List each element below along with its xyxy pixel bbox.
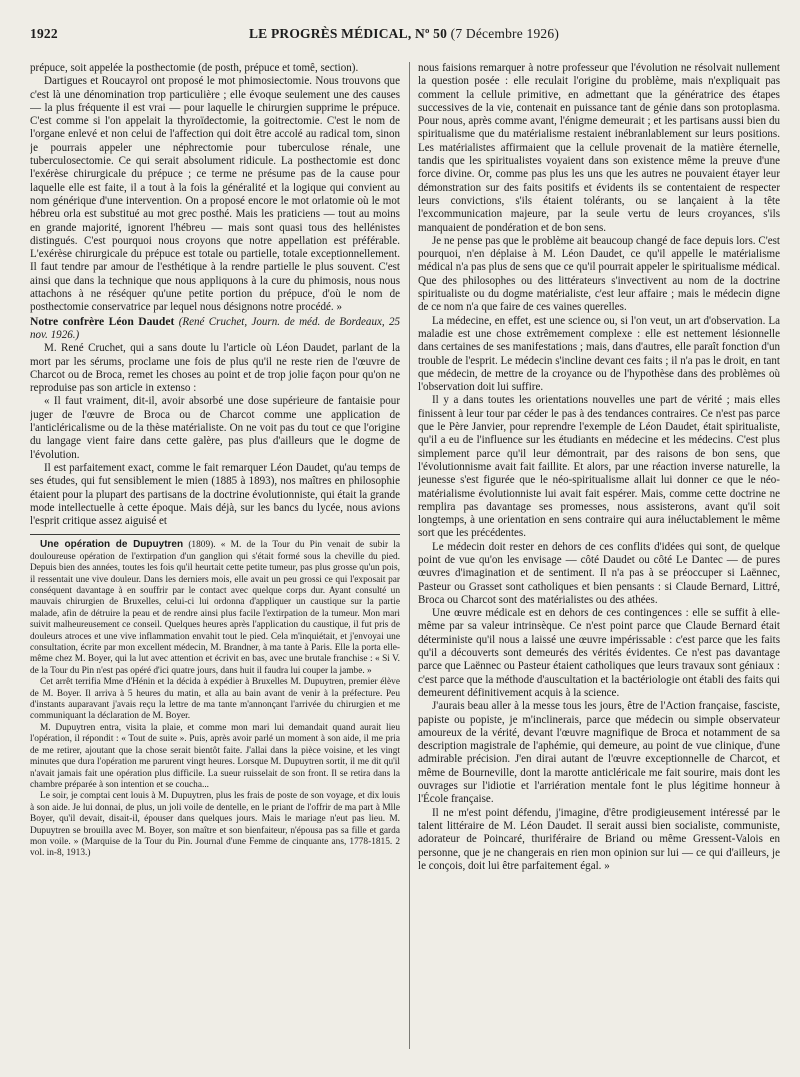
paragraph: M. René Cruchet, qui a sans doute lu l'article où Léon Daudet, parlant de la mort par les sérums, proclame une fois de plus qu'il ne reste rien de l'œuvre de Charcot ou de Broca, remet les choses au point et de trop jolie façon pour qu'on ne reproduise pas son article in extenso :	[30, 342, 400, 395]
box-paragraph	[30, 539, 400, 677]
right-column	[418, 62, 780, 1053]
box-paragraph: Le soir, je comptai cent louis à M. Dupuytren, plus les frais de poste de son voyage, et dix louis à son aide. Je lui donnai, de plus, un joli voile de dentelle, en le priant de l'offrir de ma part à Mlle Boyer, qu'il devait, disait-il, épouser dans quelques jours. Mais le mariage n'eut pas lieu. M. Dupuytren se brouilla avec M. Boyer, son maître et son bienfaiteur, n'épousa pas sa fille et garda mon voile. » (Marquise de la Tour du Pin. Journal d'une Femme de cinquante ans, 1778-1815. 2 vol. in-8, 1913.)	[30, 791, 400, 859]
column-divider	[409, 62, 410, 1049]
paragraph: Il ne m'est point défendu, j'imagine, d'être prodigieusement intéressé par le talent littéraire de M. Léon Daudet. Il serait aussi bien socialiste, communiste, adorateur de Poincaré, thuriféraire de Briand ou même Gressent-Valois en personne, que je ne changerais en rien mon opinion sur lui — ce qui d'ailleurs, je le conçois, doit lui être parfaitement égal. »	[418, 806, 780, 872]
paragraph: Il y a dans toutes les orientations nouvelles une part de vérité ; mais elles finissent à leur tour par céder le pas à des tendances contraires. Ce n'est pas parce que le Père Janvier, pour reprendre l'exemple de Léon Daudet, était spiritualiste, qu'il a eu de l'influence sur les étudiants en médecine et les médecins. C'est plus simplement parce qu'il leur démontrait, par des raisons de bon sens, que l'évolutionnisme avait fait faillite. Et alors, par une réaction inverse naturelle, la jeunesse s'est figurée que le néo-spiritualisme allait lui donner ce que le néo-matérialisme évolutionniste lui avait fait espérer. Mais, comme cette doctrine ne remplira pas davantage ses promesses, nous assisterons, avant qu'il soit longtemps, à une orientation en sens contraire qui aura inéluctablement le même sort que les précédentes.	[418, 394, 780, 540]
issue-date: (7 Décembre 1926)	[450, 26, 560, 41]
section-source: (René Cruchet, Journ. de méd. de Bordeaux, 25 nov. 1926.)	[30, 315, 400, 341]
box-year: (1809).	[188, 540, 216, 551]
paragraph: « Il faut vraiment, dit-il, avoir absorbé une dose supérieure de fantaisie pour juger de l'œuvre de Broca ou de Charcot comme une application de l'anticléricalisme ou de la thèse matérialiste. On ne voit pas du tout ce que l'origine du langage vient faire dans cette galère, pas plus d'ailleurs que le dogme de l'évolution.	[30, 395, 400, 461]
running-header	[30, 24, 778, 46]
journal-title	[30, 26, 778, 42]
paragraph: Il est parfaitement exact, comme le fait remarquer Léon Daudet, qu'au temps de ses études, qui fut sensiblement le mien (1885 à 1893), nos maîtres en philosophie étaient pour la plupart des partisans de la doctrine évolutionniste, qui était la grande mode intellectuelle à cette époque. Mais déjà, sur les bancs du lycée, nous avions l'esprit critique assez aiguisé et	[30, 461, 400, 528]
box-title: Une opération de Dupuytren	[40, 539, 184, 551]
paragraph: prépuce, soit appelée la posthectomie (de posth, prépuce et tomê, section).	[30, 62, 359, 74]
left-column	[30, 62, 400, 1053]
box-paragraph: Cet arrêt terrifia Mme d'Hénin et la décida à expédier à Bruxelles M. Dupuytren, premier élève de M. Boyer. Il arriva à 5 heures du matin, et alla au bain avant de venir à la préfecture. Peu d'instants auparavant j'avais reçu la lettre de ma tante m'annonçant l'arrivée du chirurgien et me communiquant la déclaration de M. Boyer.	[30, 677, 400, 722]
paragraph: Le médecin doit rester en dehors de ces conflits d'idées qui sont, de quelque point de vue qu'on les envisage — côté Daudet ou côté Le Dantec — de pures œuvres d'imagination et de sentiment. Il n'a pas à se préoccuper si Laënnec, Pasteur ou Grasset sont catholiques et bien pensants : si Claude Bernard, Littré, Broca ou Charcot sont des matérialistes ou des athées.	[418, 540, 780, 606]
section-heading	[30, 315, 400, 343]
anecdote-box	[30, 534, 400, 859]
paragraph: J'aurais beau aller à la messe tous les jours, être de l'Action française, fasciste, papiste ou popiste, je m'inclinerais, parce que médecin ou simple observateur amoureux de la vérité, devant l'œuvre magnifique de Broca et notamment de sa description magistrale de l'aphémie, qui demeure, au point de vue clinique, d'une admirable précision. J'en dirai autant de l'œuvre exceptionnelle de Charcot, et même de Bourneville, dont la marotte anticléricale me fait sourire, mais dont les ouvrages sur l'idiotie et l'arriération mentale font le plus légitime honneur à l'École française.	[418, 700, 780, 806]
paragraph: Dartigues et Roucayrol ont proposé le mot phimosiectomie. Nous trouvons que c'est là une dénomination trop particulière ; elle évoque seulement une des causes — la plus fréquente il est vrai — pour laquelle le chirurgien supprime le prépuce. C'est comme si l'on appelait la thyroïdectomie, la goitrectomie. C'est le nom de l'organe enlevé et non celui de l'affection qui doit être accolé au radical tom, sinon je pourrais appeler une néphrectomie pour tuberculose rénale, une tuberculosectomie. Ce qui serait absolument ridicule. La posthectomie est donc l'exérèse chirurgicale du prépuce ; ce terme ne présume pas de la cause pour laquelle elle est faite, il a tout à la fois la généralité et la logique qui convient au nom générique d'une intervention. On a proposé encore le mot orlatomie où le mot hébreu orla est substitué au mot grec posthé. Mais les praticiens — tout au moins en grande majorité, ignorent l'hébreu — mais sont quasi tous des hellénistes distingués. C'est pourquoi nous croyons que notre appellation est préférable. L'exérèse chirurgicale du prépuce est totale ou partielle, totale exceptionnellement. Il faut tendre par amour de l'esthétique à la rendre partielle le plus souvent. C'est ainsi que dans la technique que nous appliquons à la cure du phimosis, nous nous attachons à ne réséquer qu'une petite portion du prépuce, d'où le nom de posthectomie conservatrice par lequel nous désignons notre procédé. »	[30, 75, 400, 314]
journal-name: LE PROGRÈS MÉDICAL, Nº 50	[248, 26, 448, 41]
box-paragraph: M. Dupuytren entra, visita la plaie, et comme mon mari lui demandait quand aurait lieu l'opération, il répondit : « Tout de suite ». Puis, après avoir parlé un moment à son aide, il me pria de me retirer, ajoutant que la chose serait bientôt faite. J'allai dans la pièce voisine, et les vingt minutes que dura l'opération me parurent vingt heures. Lorsque M. Dupuytren sortit, il me dit qu'il n'avait jamais fait une opération plus difficile. La sueur ruisselait de son front. Il se retira dans la chambre préparée à son intention et se coucha...	[30, 722, 400, 790]
section-title: Notre confrère Léon Daudet	[30, 314, 175, 328]
page-number: 1922	[30, 26, 58, 41]
box-text: « M. de la Tour du Pin venait de subir la douloureuse opération de l'extirpation d'un ganglion qui s'était formé sous la cheville du pied. Depuis bien des années, toutes les fois qu'il heurtait cette petite tumeur, pas plus grosse qu'un pois, il ressentait une vive douleur. Dans les derniers mois, elle avait un peu grossi ce qui l'exposait par conséquent davantage à en souffrir par le contact avec quelque corps dur. Ayant consulté un mauvais chirurgien de Bruxelles, celui-ci lui ordonna d'appliquer un caustique sur la partie malade, afin de détruire la peau et de rendre ainsi plus facile l'extirpation de la tumeur. Mon mari suivit malheureusement ce conseil. Quelques heures après l'application du caustique, il fut pris de douleurs atroces et une vive inflammation envahit tout le pied. Cela m'inquiétait, et j'envoyai une consultation, écrite par mon excellent médecin, M. Brandner, à ma tante à Paris. Elle la porta elle-même chez M. Boyer, qui la lut avec attention et écrivit en bas, avec une brutale franchise : « Si V. de la Tour du Pin n'est pas opéré d'ici quatre jours, dans huit il faudra lui couper la jambe. »	[30, 540, 400, 676]
paragraph: nous faisions remarquer à notre professeur que l'évolution ne résolvait nullement la question posée : elle reculait l'origine du problème, mais n'expliquait pas comment la cellule primitive, en admettant que la génératrice des étapes successives de la vie, contenait en puissance tant de génie dans son protoplasma. Pour nous, après comme avant, l'énigme demeurait ; et les partisans aussi bien du spiritualisme que du matérialisme restaient inébranlablement sur leurs positions. Les matérialistes affirmaient que la cellule provenait de la matière éternelle, tandis que les spiritualistes voyaient dans son existence même la preuve d'une force divine. Or, comme pas plus les uns que les autres ne pouvaient étayer leur démonstration sur des faits positifs et évidents ils se contentaient de respecter leurs convictions, s'ils étaient tolérants, ou se lançaient à la tête l'excommunication majeure, par la seule vertu de leurs croyances, s'ils manquaient de pondération et de bon sens.	[418, 62, 780, 234]
paragraph: Je ne pense pas que le problème ait beaucoup changé de face depuis lors. C'est pourquoi, n'en déplaise à M. Léon Daudet, ce qu'il appelle le matérialisme médical n'a pas plus de sens que ce qu'il pourrait appeler le spiritualisme médical. Que des philosophes ou des littérateurs s'invectivent au nom de la doctrine spiritualiste ou du dogme matérialiste, c'est leur affaire ; mais le médecin digne de ce nom n'a que faire de ces vaines querelles.	[418, 234, 780, 314]
paragraph: Une œuvre médicale est en dehors de ces contingences : elle se suffit à elle-même par sa valeur intrinsèque. Ce n'est point parce que Claude Bernard était déterministe qu'il nous a laissé une œuvre impérissable : c'est parce que les faits qu'il a découverts sont demeurés des vérités évidentes. Ce n'est pas davantage parce que Laënnec ou Pasteur étaient catholiques que leurs travaux sont géniaux : c'est parce que la méthode d'auscultation et la bactériologie ont établi des faits qui demeurent définitivement acquis à la science.	[418, 607, 780, 699]
paragraph: La médecine, en effet, est une science ou, si l'on veut, un art d'observation. La maladie est une chose extrêmement complexe : elle est nettement lésionnelle dans certaines de ses manifestations ; mais, dans d'autres, elle paraît fonction d'un trouble de l'esprit. Le médecin s'incline devant ces faits ; il n'a pas le droit, en tant que médecin, de mettre de la croyance ou de l'hypothèse dans des problèmes où l'observation doit lui suffire.	[418, 314, 780, 394]
